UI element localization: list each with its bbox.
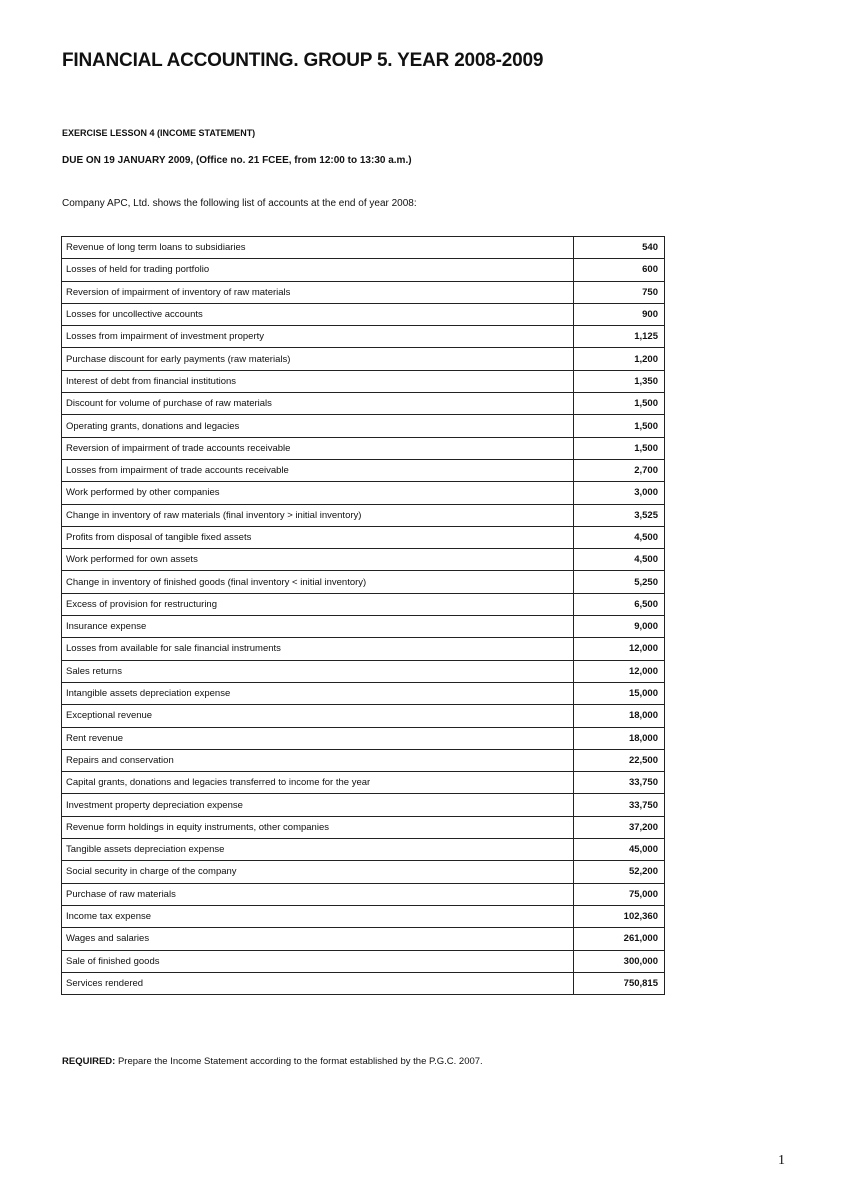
table-row [62, 281, 665, 303]
table-row [62, 370, 665, 392]
account-name-cell: Revenue of long term loans to subsidiaries [62, 237, 574, 259]
due-date-line: DUE ON 19 JANUARY 2009, (Office no. 21 FCEE, from 12:00 to 13:30 a.m.) [62, 155, 412, 166]
table-row [62, 727, 665, 749]
table-row [62, 326, 665, 348]
table-row [62, 437, 665, 459]
page-number: 1 [778, 1153, 785, 1168]
required-text: Prepare the Income Statement according to the format established by the P.G.C. 2007. [115, 1056, 483, 1067]
table-row [62, 237, 665, 259]
account-name-cell: Interest of debt from financial institutions [62, 370, 574, 392]
account-name-cell: Reversion of impairment of trade accounts receivable [62, 437, 574, 459]
account-name-cell: Social security in charge of the company [62, 861, 574, 883]
table-row [62, 504, 665, 526]
account-name-cell: Insurance expense [62, 616, 574, 638]
account-name-cell: Rent revenue [62, 727, 574, 749]
table-row [62, 415, 665, 437]
account-amount-cell: 15,000 [574, 682, 665, 704]
table-row [62, 459, 665, 481]
table-row [62, 905, 665, 927]
table-row [62, 772, 665, 794]
account-amount-cell: 4,500 [574, 549, 665, 571]
account-name-cell: Exceptional revenue [62, 705, 574, 727]
table-row [62, 682, 665, 704]
account-name-cell: Change in inventory of finished goods (final inventory < initial inventory) [62, 571, 574, 593]
account-amount-cell: 12,000 [574, 638, 665, 660]
account-amount-cell: 261,000 [574, 928, 665, 950]
account-amount-cell: 3,525 [574, 504, 665, 526]
account-amount-cell: 4,500 [574, 526, 665, 548]
table-row [62, 794, 665, 816]
table-row [62, 303, 665, 325]
account-amount-cell: 102,360 [574, 905, 665, 927]
account-amount-cell: 1,350 [574, 370, 665, 392]
account-amount-cell: 3,000 [574, 482, 665, 504]
account-amount-cell: 600 [574, 259, 665, 281]
table-row [62, 972, 665, 994]
account-name-cell: Reversion of impairment of inventory of raw materials [62, 281, 574, 303]
account-name-cell: Losses from available for sale financial instruments [62, 638, 574, 660]
account-amount-cell: 52,200 [574, 861, 665, 883]
account-amount-cell: 1,500 [574, 437, 665, 459]
table-row [62, 593, 665, 615]
account-amount-cell: 45,000 [574, 839, 665, 861]
account-name-cell: Losses for uncollective accounts [62, 303, 574, 325]
account-amount-cell: 12,000 [574, 660, 665, 682]
table-row [62, 638, 665, 660]
account-name-cell: Capital grants, donations and legacies transferred to income for the year [62, 772, 574, 794]
account-name-cell: Income tax expense [62, 905, 574, 927]
account-name-cell: Purchase of raw materials [62, 883, 574, 905]
table-row [62, 616, 665, 638]
table-row [62, 928, 665, 950]
table-row [62, 660, 665, 682]
account-name-cell: Revenue form holdings in equity instruments, other companies [62, 816, 574, 838]
account-name-cell: Work performed for own assets [62, 549, 574, 571]
account-amount-cell: 37,200 [574, 816, 665, 838]
table-row [62, 393, 665, 415]
document-title: FINANCIAL ACCOUNTING. GROUP 5. YEAR 2008-2009 [62, 50, 544, 71]
account-name-cell: Intangible assets depreciation expense [62, 682, 574, 704]
table-row [62, 259, 665, 281]
required-instruction [62, 1056, 483, 1067]
account-amount-cell: 22,500 [574, 749, 665, 771]
required-label: REQUIRED: [62, 1056, 116, 1067]
account-amount-cell: 5,250 [574, 571, 665, 593]
account-amount-cell: 9,000 [574, 616, 665, 638]
table-row [62, 816, 665, 838]
account-amount-cell: 1,500 [574, 415, 665, 437]
account-amount-cell: 2,700 [574, 459, 665, 481]
account-name-cell: Discount for volume of purchase of raw materials [62, 393, 574, 415]
account-name-cell: Sale of finished goods [62, 950, 574, 972]
account-name-cell: Wages and salaries [62, 928, 574, 950]
account-amount-cell: 750 [574, 281, 665, 303]
account-amount-cell: 18,000 [574, 727, 665, 749]
account-amount-cell: 300,000 [574, 950, 665, 972]
account-name-cell: Losses of held for trading portfolio [62, 259, 574, 281]
account-name-cell: Purchase discount for early payments (raw materials) [62, 348, 574, 370]
account-name-cell: Losses from impairment of investment property [62, 326, 574, 348]
account-name-cell: Operating grants, donations and legacies [62, 415, 574, 437]
account-amount-cell: 18,000 [574, 705, 665, 727]
account-amount-cell: 540 [574, 237, 665, 259]
account-amount-cell: 750,815 [574, 972, 665, 994]
accounts-table-body [62, 237, 665, 995]
table-row [62, 950, 665, 972]
table-row [62, 705, 665, 727]
intro-text: Company APC, Ltd. shows the following list of accounts at the end of year 2008: [62, 198, 417, 209]
account-amount-cell: 33,750 [574, 772, 665, 794]
account-name-cell: Change in inventory of raw materials (final inventory > initial inventory) [62, 504, 574, 526]
exercise-heading: EXERCISE LESSON 4 (INCOME STATEMENT) [62, 128, 256, 138]
account-amount-cell: 1,500 [574, 393, 665, 415]
account-name-cell: Losses from impairment of trade accounts receivable [62, 459, 574, 481]
table-row [62, 861, 665, 883]
account-name-cell: Investment property depreciation expense [62, 794, 574, 816]
account-name-cell: Repairs and conservation [62, 749, 574, 771]
account-name-cell: Services rendered [62, 972, 574, 994]
table-row [62, 549, 665, 571]
account-name-cell: Work performed by other companies [62, 482, 574, 504]
table-row [62, 482, 665, 504]
account-amount-cell: 6,500 [574, 593, 665, 615]
account-name-cell: Excess of provision for restructuring [62, 593, 574, 615]
table-row [62, 526, 665, 548]
account-amount-cell: 33,750 [574, 794, 665, 816]
table-row [62, 571, 665, 593]
table-row [62, 348, 665, 370]
account-amount-cell: 900 [574, 303, 665, 325]
account-name-cell: Profits from disposal of tangible fixed assets [62, 526, 574, 548]
accounts-table [61, 236, 665, 995]
account-amount-cell: 1,125 [574, 326, 665, 348]
account-name-cell: Sales returns [62, 660, 574, 682]
table-row [62, 839, 665, 861]
account-amount-cell: 75,000 [574, 883, 665, 905]
account-name-cell: Tangible assets depreciation expense [62, 839, 574, 861]
table-row [62, 749, 665, 771]
account-amount-cell: 1,200 [574, 348, 665, 370]
table-row [62, 883, 665, 905]
